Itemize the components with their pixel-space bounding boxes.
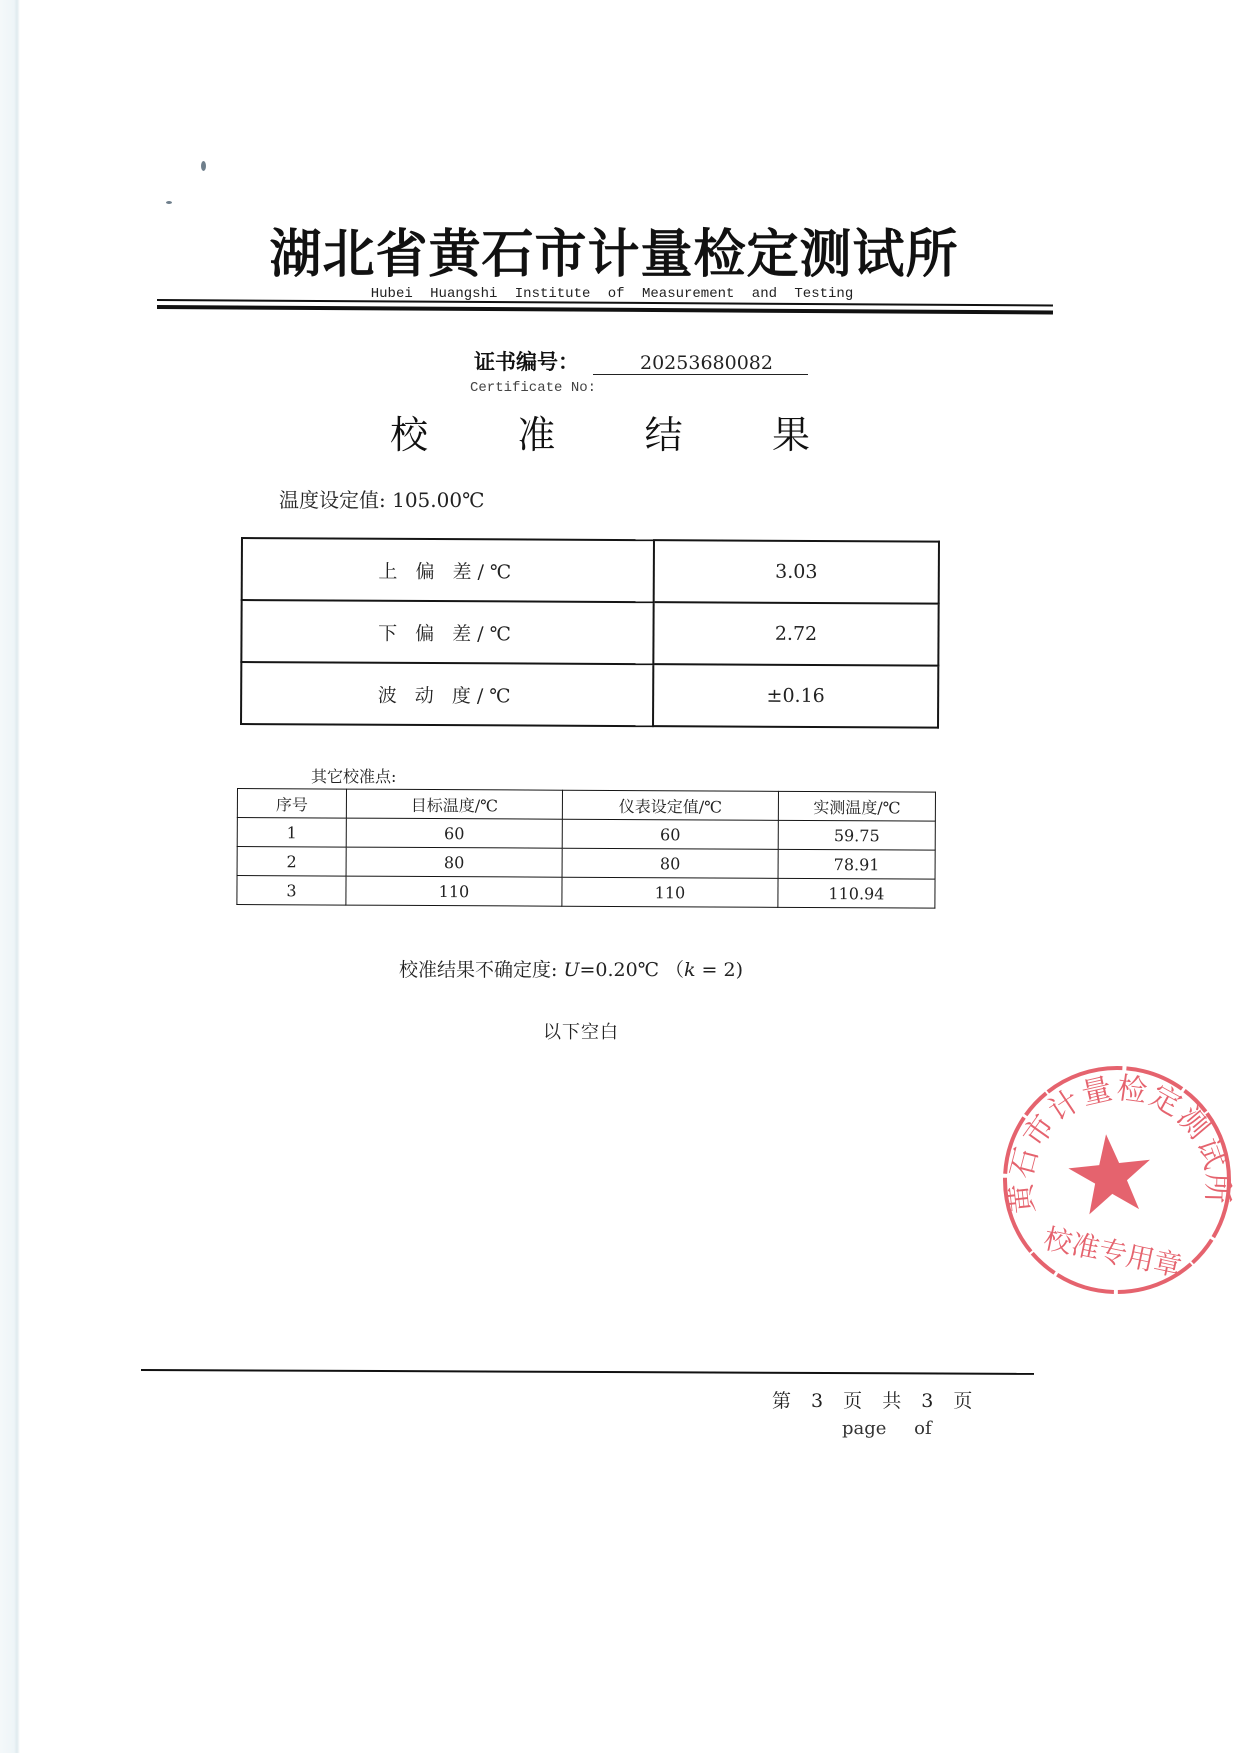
table-row [242, 538, 939, 604]
col-header: 目标温度/℃ [346, 789, 562, 819]
coverage-factor-symbol: k [684, 959, 696, 981]
table-row [237, 847, 935, 880]
certificate-number-row [474, 346, 808, 376]
cell: 110.94 [778, 878, 935, 908]
section-title-char: 校 [390, 413, 429, 457]
certificate-label-en: Certificate No: [470, 380, 597, 396]
table-row [237, 818, 935, 851]
table-row [241, 662, 938, 728]
cell: 80 [562, 848, 778, 878]
coverage-factor-value: = 2) [695, 959, 744, 981]
cell: 60 [562, 819, 778, 849]
table-row [237, 876, 935, 909]
row-label: 波 动 度/℃ [241, 662, 653, 726]
table-row [241, 600, 938, 666]
uncertainty-statement [399, 955, 743, 982]
cell: 2 [237, 847, 346, 877]
summary-table [240, 537, 940, 729]
institute-title: 湖北省黄石市计量检定测试所 [269, 225, 959, 285]
section-title-char: 准 [517, 413, 556, 457]
cell: 60 [346, 818, 562, 848]
section-title-char: 果 [771, 413, 810, 457]
section-title [390, 404, 810, 459]
stamp-inner-text: 校准专用章 [1040, 1221, 1185, 1284]
scan-speck [166, 201, 172, 204]
certificate-number: 20253680082 [593, 352, 808, 375]
blank-below-note: 以下空白 [543, 1022, 619, 1043]
page-number-cn: 第 3 页 共 3 页 [772, 1390, 977, 1412]
cell: 80 [346, 847, 562, 877]
row-value: ±0.16 [653, 664, 938, 727]
uncertainty-value: =0.20℃ （ [579, 959, 684, 981]
header-rule-thick [157, 305, 1053, 314]
footer-rule [141, 1369, 1034, 1375]
cell: 110 [346, 876, 562, 906]
other-points-table [236, 788, 936, 909]
calibration-seal-icon [995, 1062, 1235, 1302]
col-header: 序号 [237, 789, 346, 819]
row-label: 上 偏 差/℃ [242, 538, 654, 602]
table-header-row [237, 789, 935, 822]
cell: 110 [562, 877, 778, 907]
cell: 78.91 [778, 849, 935, 879]
scan-speck [201, 161, 206, 171]
stamp-outer-text: 黄石市计量检定测试所 [1003, 1070, 1235, 1216]
certificate-label: 证书编号： [474, 350, 579, 374]
row-value: 3.03 [654, 540, 939, 603]
cell: 59.75 [778, 820, 935, 850]
uncertainty-prefix: 校准结果不确定度: [399, 959, 564, 981]
cell: 1 [237, 818, 346, 848]
star-icon [1065, 1130, 1155, 1216]
col-header: 实测温度/℃ [778, 791, 935, 821]
row-label: 下 偏 差/℃ [241, 600, 653, 664]
row-value: 2.72 [653, 602, 938, 665]
section-title-char: 结 [644, 413, 683, 457]
other-points-label: 其它校准点: [311, 767, 397, 786]
institute-subtitle-en: Hubei Huangshi Institute of Measurement and Testing [370, 286, 854, 302]
cell: 3 [237, 876, 346, 906]
page-number-en: page of [842, 1418, 932, 1439]
col-header: 仪表设定值/℃ [562, 790, 778, 820]
uncertainty-symbol: U [563, 959, 580, 981]
temperature-setpoint: 温度设定值: 105.00℃ [279, 488, 485, 512]
